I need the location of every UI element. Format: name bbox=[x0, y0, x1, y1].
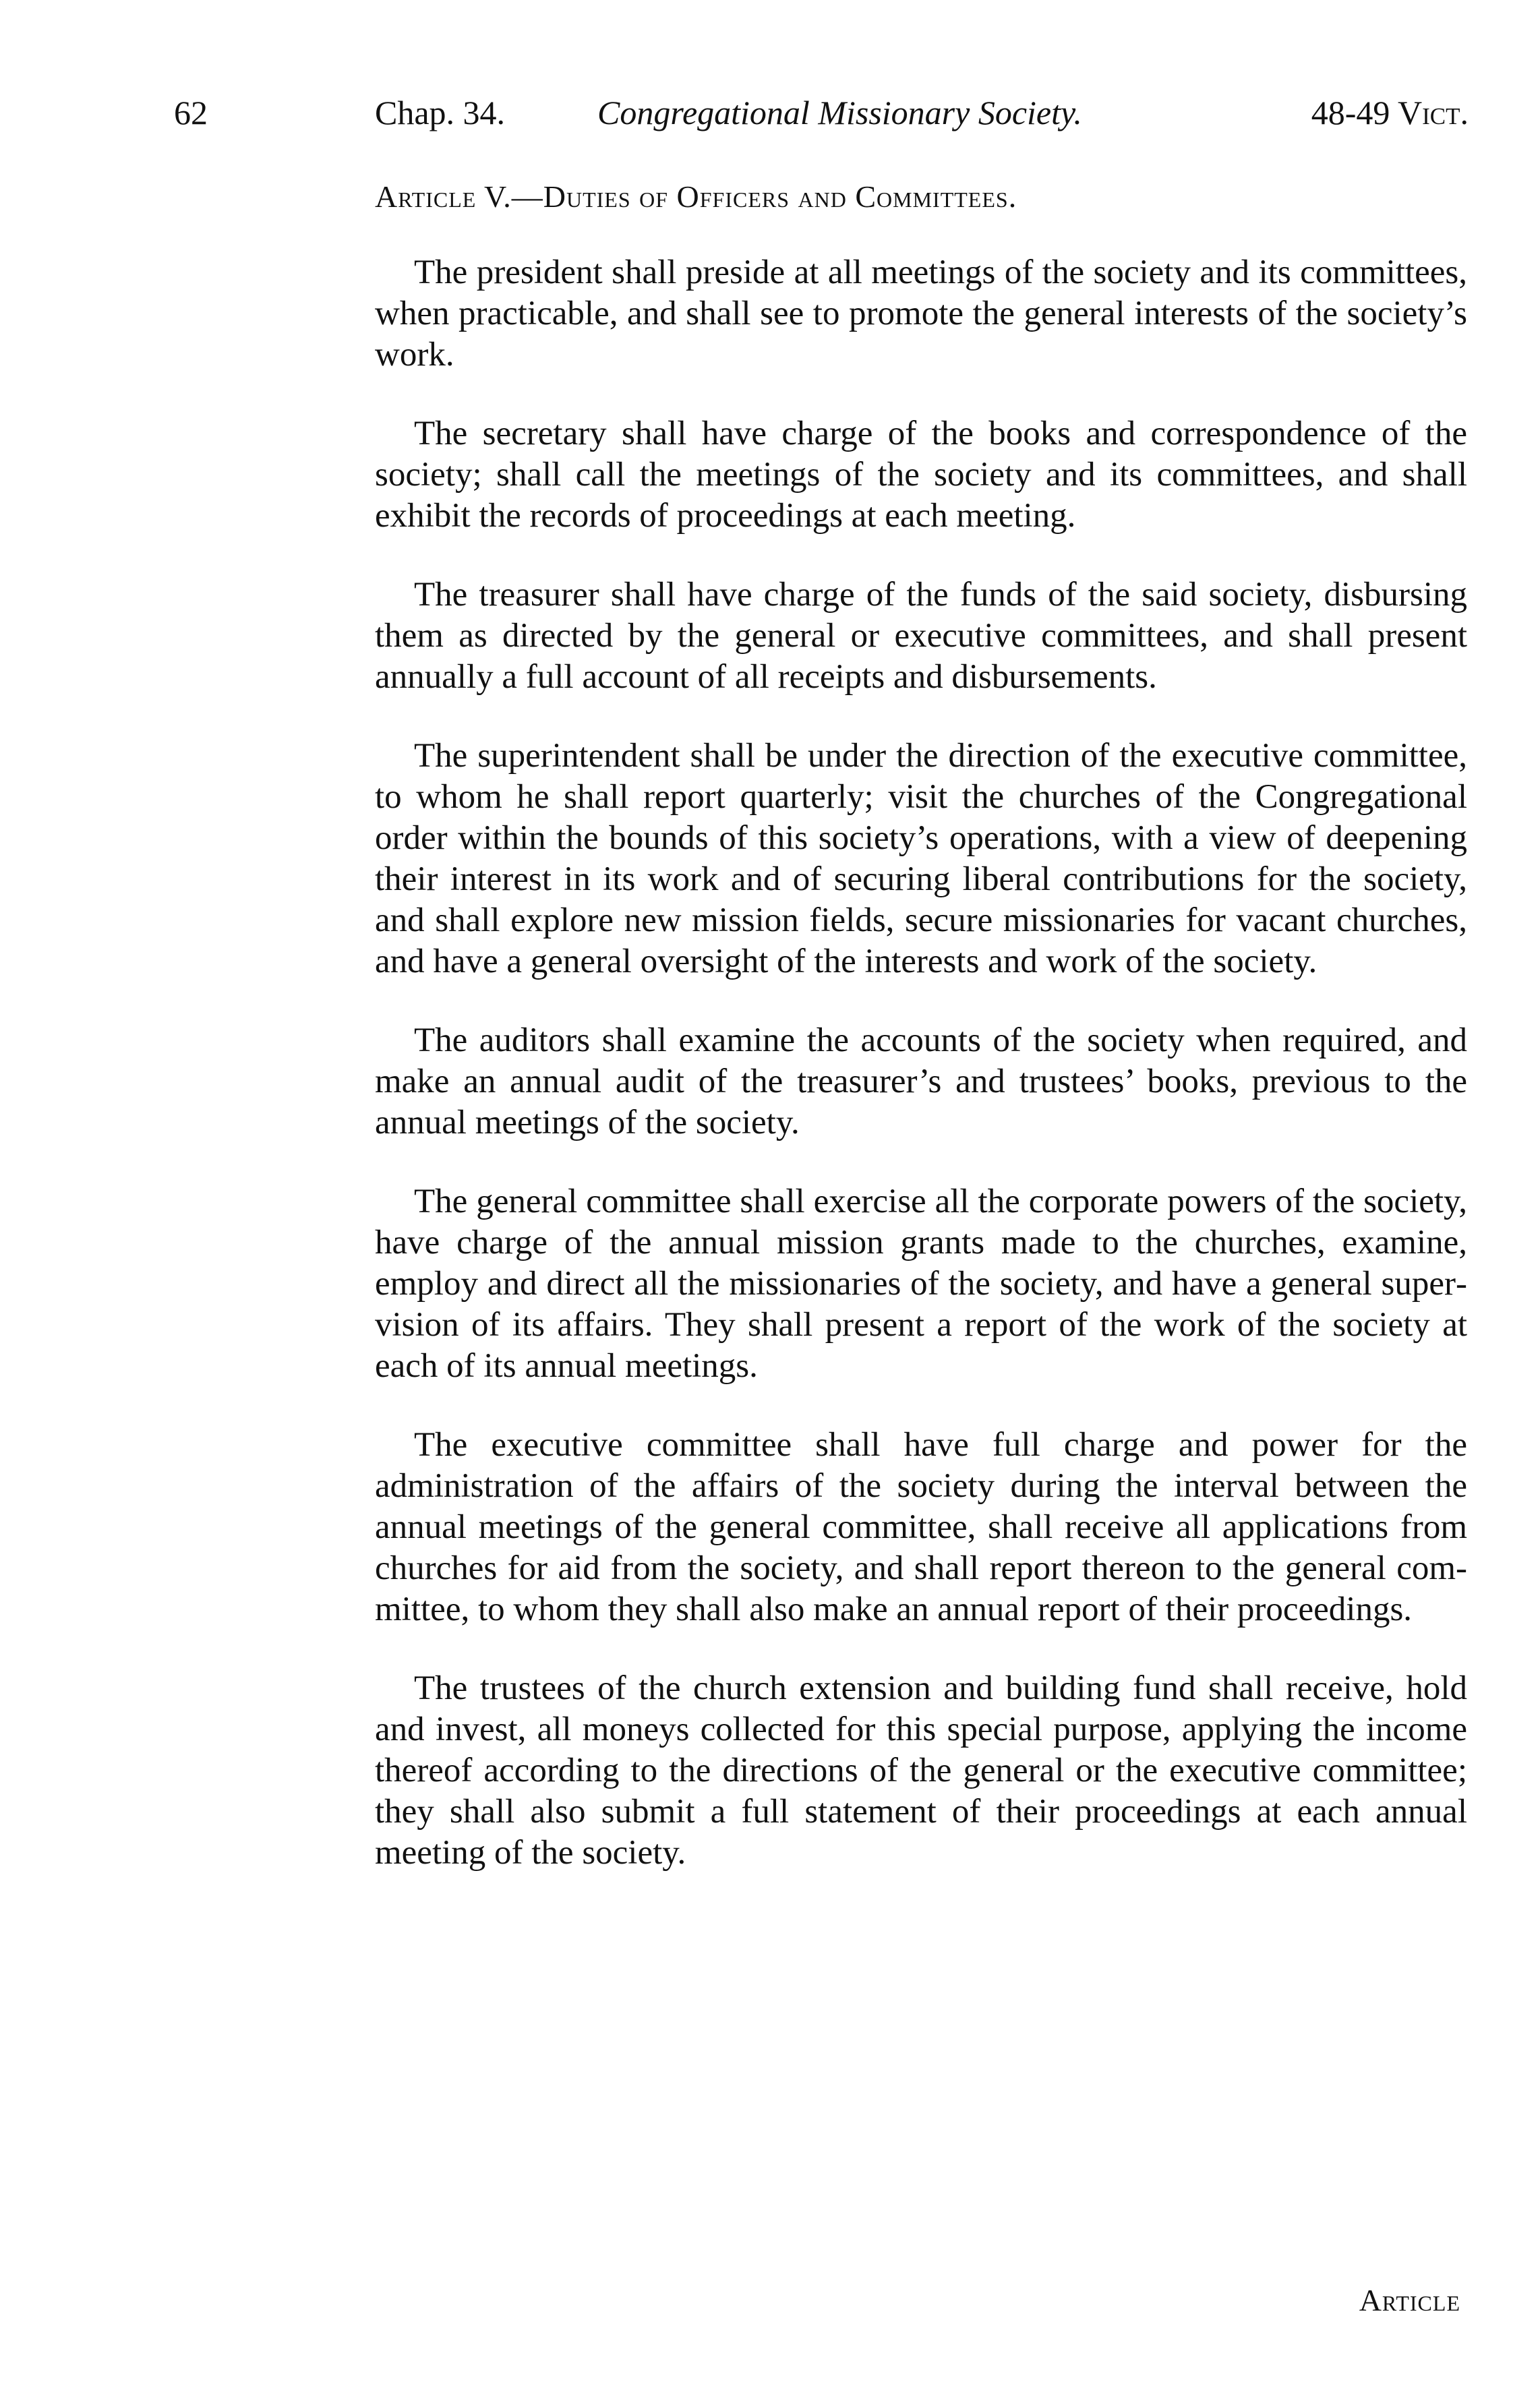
act-title: Congregational Missionary Society. bbox=[597, 94, 1082, 131]
chapter-reference: Chap. 34. bbox=[375, 94, 506, 131]
paragraph-secretary-duties: The secretary shall have charge of the books and correspondence of the society; shall call the meetings of the society and its committees, and shall exhibit the records of proceedings at each meeting. bbox=[375, 415, 1467, 535]
catchword: Article bbox=[1359, 2283, 1460, 2317]
article-body bbox=[375, 252, 1467, 1911]
running-head bbox=[174, 89, 1469, 136]
paragraph-treasurer-duties: The treasurer shall have charge of the funds of the said society, disbursing them as directed by the general or executive committees, and shall present annually a full account of all receipts and disbursements. bbox=[375, 576, 1467, 696]
paragraph-president-duties: The president shall preside at all meetings of the society and its committees, when practicable, and shall see to promote the general interests of the society’s work. bbox=[375, 254, 1467, 374]
paragraph-trustees-duties: The trustees of the church extension and building fund shall receive, hold and invest, all moneys collected for this special purpose, applying the income thereof according to the directions of the general or the executive committee; they shall also submit a full statement of their proceedings at each annual meeting of the society. bbox=[375, 1669, 1467, 1872]
page-number: 62 bbox=[174, 94, 208, 131]
regnal-year: 48-49 Vict. bbox=[1311, 94, 1469, 131]
paragraph-auditors-duties: The auditors shall examine the accounts of the society when required, and make an annual audit of the treasurer’s and trustees’ books, previous to the annual meetings of the society. bbox=[375, 1021, 1467, 1141]
paragraph-general-committee-duties: The general committee shall exercise all the corporate powers of the society, have charge of the annual mission grants made to the churches, examine, employ and direct all the missionaries of the society, and have a general supervision of its affairs. They shall present a report of the work of the society at each of its annual meetings. bbox=[375, 1183, 1467, 1385]
paragraph-superintendent-duties: The superintendent shall be under the direction of the executive committee, to whom he shall report quarterly; visit the churches of the Congregational order within the bounds of this society’s operations, with a view of deepening their interest in its work and of securing liberal contributions for the society, and shall explore new mission fields, secure missionaries for vacant churches, and have a general oversight of the interests and work of the society. bbox=[375, 737, 1467, 980]
paragraph-executive-committee-duties: The executive committee shall have full charge and power for the administration of the affairs of the society during the interval between the annual meetings of the general committee, shall receive all applications from churches for aid from the society, and shall report thereon to the general committee, to whom they shall also make an annual report of their proceedings. bbox=[375, 1426, 1467, 1628]
article-heading: Article V.—Duties of Officers and Committees. bbox=[375, 179, 1017, 214]
